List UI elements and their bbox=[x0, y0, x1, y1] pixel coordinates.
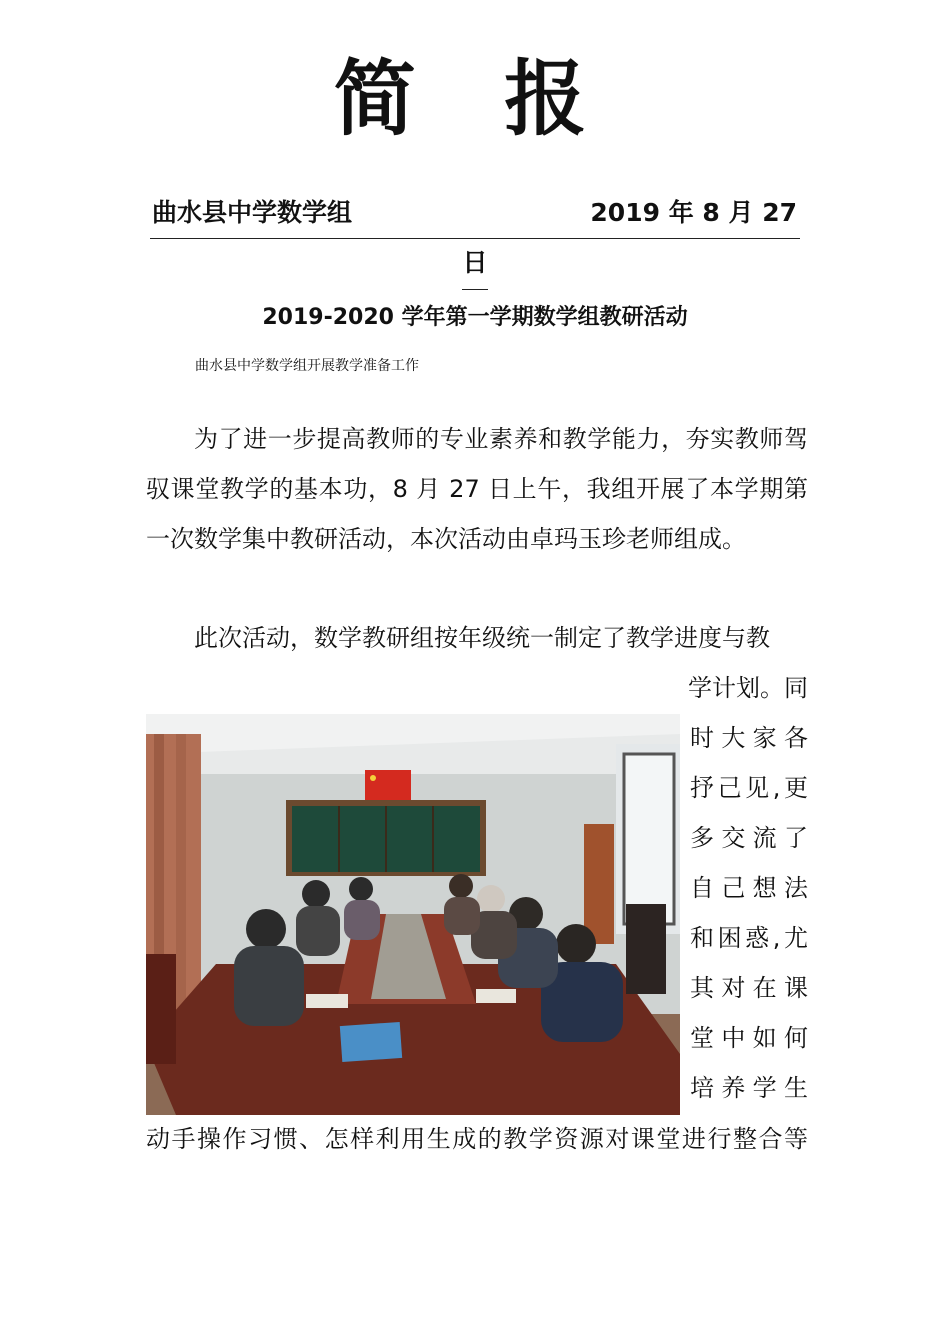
organization-name: 曲水县中学数学组 bbox=[152, 198, 353, 227]
wrap-line: 自己想法 bbox=[690, 874, 808, 902]
wrap-line: 多交流了 bbox=[690, 824, 808, 852]
paragraph-2-start bbox=[146, 613, 808, 713]
wrap-line: 时大家各 bbox=[690, 724, 808, 752]
header-divider bbox=[150, 238, 800, 239]
meeting-room-image bbox=[146, 714, 680, 1115]
paragraph-2-line-2: 学计划。同 bbox=[688, 674, 808, 702]
meeting-photo bbox=[146, 714, 680, 1115]
document-title: 简 报 bbox=[333, 52, 617, 147]
wrap-line: 堂中如何 bbox=[690, 1024, 808, 1052]
wrapped-text-column bbox=[690, 713, 808, 1113]
date-line-1: 2019 年 8 月 27 bbox=[590, 198, 797, 227]
wrap-line: 培养学生 bbox=[690, 1074, 808, 1102]
final-text-line: 动手操作习惯、怎样利用生成的教学资源对课堂进行整合等 bbox=[146, 1125, 808, 1153]
paragraph-1: 为了进一步提高教师的专业素养和教学能力，夯实教师驾驭课堂教学的基本功，8 月 27 日上午，我组开展了本学期第一次数学集中教研活动，本次活动由卓玛玉珍老师组成。 bbox=[146, 425, 808, 553]
paragraph-2-line-1: 此次活动，数学教研组按年级统一制定了教学进度与教 bbox=[194, 624, 770, 652]
article-subtitle: 2019-2020 学年第一学期数学组教研活动 bbox=[262, 305, 688, 330]
wrap-line: 和困惑,尤 bbox=[690, 924, 808, 952]
date-line-2: 日 bbox=[462, 248, 488, 277]
wrap-line: 其对在课 bbox=[690, 974, 808, 1002]
date-underline bbox=[462, 289, 488, 290]
article-note: 曲水县中学数学组开展教学准备工作 bbox=[195, 358, 419, 374]
wrap-line: 抒己见,更 bbox=[690, 774, 808, 802]
